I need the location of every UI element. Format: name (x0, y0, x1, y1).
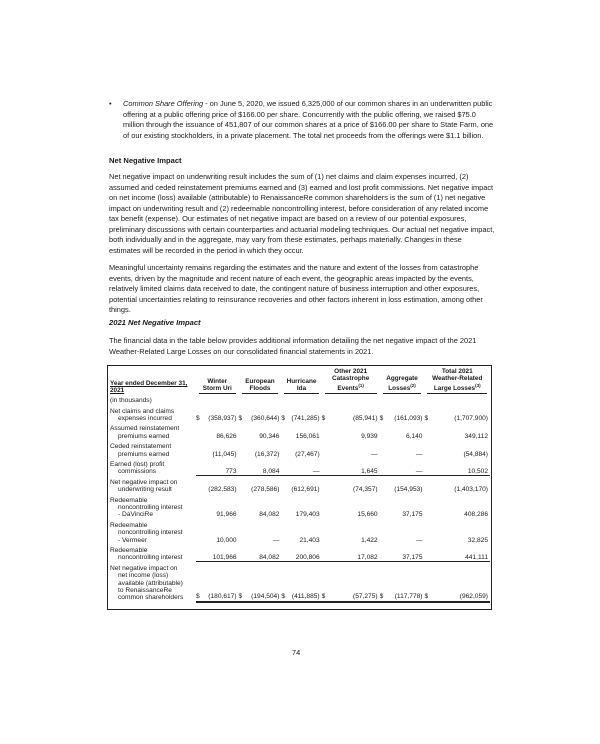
table-row: Assumed reinstatement premiums earned 86,626 90,346 156,061 9,939 6,140 349,112 (110, 425, 488, 440)
bullet-marker: • (109, 99, 112, 108)
header-hurricane-ida: Hurricane Ida (281, 368, 321, 394)
table-intro-paragraph: The financial data in the table below provides additional information detailing the net negative impact of the 2021 Weather-Related Large Losses on our consolidated financial statements in 2021. (109, 336, 477, 356)
table-row: Redeemable noncontrolling interest - Vermeer 10,000 — 21,403 1,422 — 32,825 (110, 521, 488, 544)
table-row-rnci-total: Redeemable noncontrolling interest 101,966 84,082 200,806 17,082 37,175 441,111 (110, 544, 490, 562)
header-winter-storm-uri: Winter Storm Uri (196, 368, 239, 394)
table-row-grand-total: Net negative impact on net income (loss) available (attributable) to RenaissanceRe common shareholders $ (180,617) $ (194,504) $ (411,885) $ (57,275) $ (117,778) $ (962,059) (110, 562, 490, 602)
common-share-offering-bullet (109, 99, 495, 141)
bullet-title: Common Share Offering (123, 99, 204, 108)
uncertainty-paragraph: Meaningful uncertainty remains regarding the estimates and the nature and extent of the losses from catastrophe events, driven by the magnitude and recent nature of each event, the geographic areas impacted by the events, relatively limited claims data received to date, the contingent nature of business interruption and other exposures, potential uncertainties relating to reinsurance recoveries and other factors inherent in loss estimation, among other things. (109, 263, 483, 314)
header-year: Year ended December 31, 2021 (110, 380, 188, 395)
net-negative-impact-table (110, 368, 490, 603)
header-european-floods: European Floods (239, 368, 282, 394)
units-row (110, 394, 490, 404)
table-header-row (110, 368, 490, 394)
net-negative-impact-heading: Net Negative Impact (109, 156, 182, 165)
table-row: Ceded reinstatement premiums earned (11,045) (16,372) (27,467) — — (54,884) (110, 443, 488, 458)
header-total-large-losses: Total 2021 Weather-Related Large Losses$^{(3)}$ (424, 368, 490, 394)
units-label: (in thousands) (110, 397, 152, 405)
table-row: Net claims and claims expenses incurred $ (358,937) $ (360,644) $ (741,285) $ (85,941) $ (161,093) $ (1,707,900) (110, 407, 488, 422)
table-row: Earned (lost) profit commissions 773 8,084 — 1,645 — 10,502 (110, 460, 488, 476)
bullet-text: - on June 5, 2020, we issued 6,325,000 of our common shares in an underwritten public offering at a public offering price of $166.00 per share. Concurrently with the public offering, we raised $75.0 million through the issuance of 451,807 of our common shares at a price of $166.00 per share to State Farm, one of our existing stockholders, in a private placement. The total net proceeds from the offerings were $1.1 billion. (123, 99, 494, 140)
table-row: Redeemable noncontrolling interest - DaVinciRe 91,966 84,082 179,403 15,660 37,175 408,286 (110, 496, 488, 519)
net-negative-impact-paragraph: Net negative impact on underwriting result includes the sum of (1) net claims and claim expenses incurred, (2) assumed and ceded reinstatement premiums earned and (3) earned and lost profit commissions. Net negative impact on net income (loss) available (attributable) to RenaissanceRe common shareholders is the sum of (1) net negative impact on underwriting result and (2) redeemable noncontrolling interest, before consideration of any related income tax benefit (expense). Our estimates of net negative impact are based on a review of our potential exposures, preliminary discussions with certain counterparties and actuarial modeling techniques. Our actual net negative impact, both individually and in the aggregate, may vary from these estimates, perhaps materially. Changes in these estimates will be recorded in the period in which they occur. (109, 172, 495, 255)
table-row-subtotal: Net negative impact on underwriting result (282,583) (278,586) (612,691) (74,357) (154,953) (1,403,170) (110, 476, 490, 494)
2021-net-negative-impact-heading: 2021 Net Negative Impact (109, 318, 201, 327)
header-aggregate-losses: Aggregate Losses$^{(2)}$ (380, 368, 425, 394)
header-other-catastrophe: Other 2021 Catastrophe Events$^{(1)}$ (322, 368, 380, 394)
page-number: 74 (292, 648, 301, 657)
